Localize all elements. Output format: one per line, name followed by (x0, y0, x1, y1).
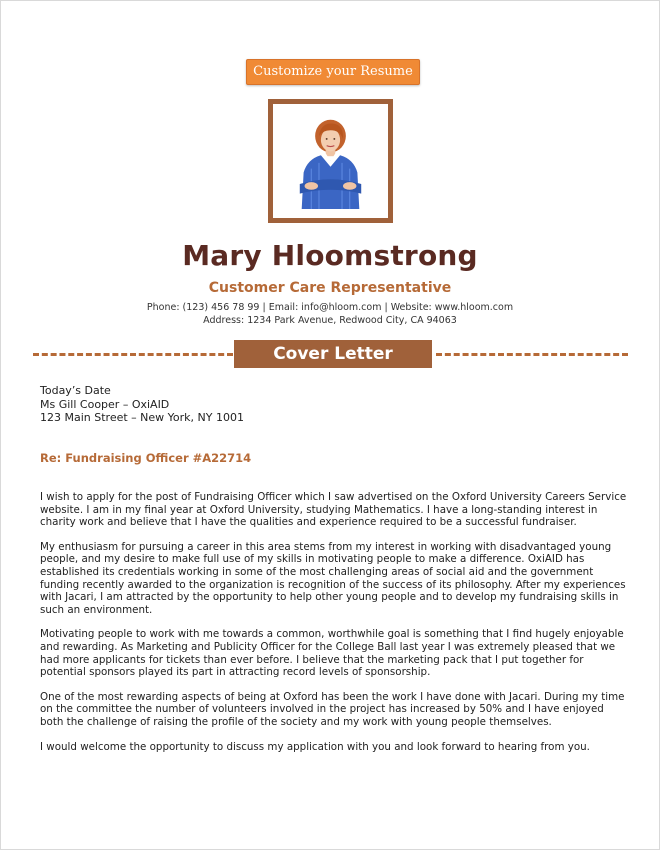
paragraph: One of the most rewarding aspects of being at Oxford has been the work I have done with Jacari. During my time on the committee the number of volunteers involved in the project has increased by 50% and I have enjoyed both the challenge of raising the profile of the society and my work with young people themselves. (40, 690, 625, 728)
contact-info: Phone: (123) 456 78 99 | Email: info@hloom.com | Website: www.hloom.com (146, 302, 514, 313)
divider-left (33, 353, 233, 356)
letter-date: Today’s Date (40, 384, 111, 397)
address-info: Address: 1234 Park Avenue, Redwood City, CA 94063 (203, 315, 457, 326)
customize-resume-button[interactable]: Customize your Resume (246, 59, 420, 85)
candidate-name: Mary Hloomstrong (182, 239, 478, 272)
letter-body (40, 491, 630, 765)
paragraph: I would welcome the opportunity to discuss my application with you and look forward to hearing from you. (40, 740, 590, 753)
section-heading: Cover Letter (234, 340, 432, 368)
job-title: Customer Care Representative (208, 280, 452, 296)
recipient-name: Ms Gill Cooper – OxiAID (40, 397, 170, 411)
letter-subject: Re: Fundraising Officer #A22714 (40, 451, 252, 465)
recipient-block (40, 384, 244, 425)
paragraph: I wish to apply for the post of Fundraising Officer which I saw advertised on the Oxford University Careers Service website. I am in my final year at Oxford University, studying Mathematics. I have a long-standing interest in charity work and believe that I have the qualities and experience required to be a successful fundraiser. (40, 491, 627, 529)
paragraph: Motivating people to work with me towards a common, worthwhile goal is something that I find hugely enjoyable and rewarding. As Marketing and Publicity Officer for the College Ball last year I was extremely pleased that we had more applicants for tickets than ever before. I believe that the marketing pack that I put together for potential sponsors played its part in attracting record levels of sponsorship. (40, 628, 624, 679)
recipient-address: 123 Main Street – New York, NY 1001 (40, 411, 244, 424)
profile-photo-image (282, 113, 379, 209)
paragraph: My enthusiasm for pursuing a career in this area stems from my interest in working with disadvantaged young people, and my desire to make full use of my skills in motivating people to make a difference. OxiAID has established its credentials working in some of the most challenging areas of social aid and the government funding recently awarded to the organization is recognition of the success of its philosophy. After my experiences with Jacari, I am attracted by the opportunity to help other young people and to develop my fundraising skills in such an environment. (40, 540, 626, 616)
profile-photo (268, 99, 393, 223)
divider-right (436, 353, 628, 356)
